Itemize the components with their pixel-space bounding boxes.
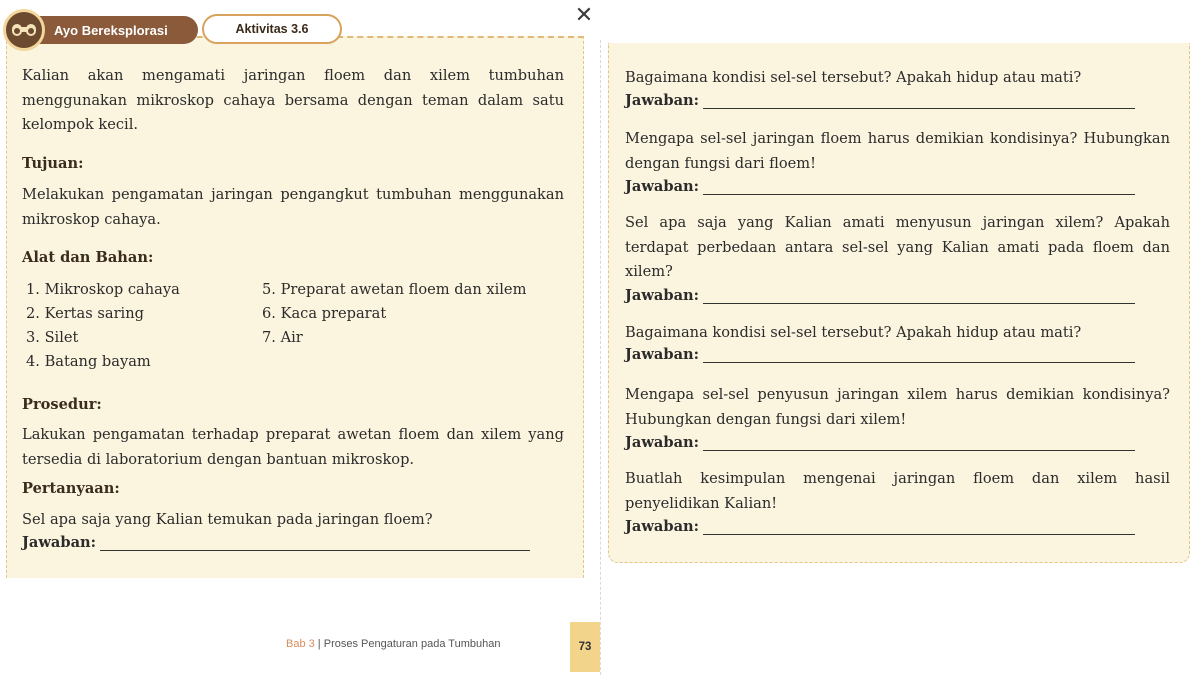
- answer-line[interactable]: [703, 94, 1135, 109]
- pertanyaan-heading: Pertanyaan:: [22, 480, 120, 497]
- list-item: 2. Kertas saring: [26, 305, 144, 322]
- answer-row-5: [625, 346, 1135, 363]
- answer-label: Jawaban:: [625, 518, 700, 535]
- chapter-title: Proses Pengaturan pada Tumbuhan: [323, 638, 501, 650]
- answer-row-1: [22, 534, 530, 551]
- page-footer: [286, 638, 500, 650]
- question-1: Sel apa saja yang Kalian temukan pada jaringan floem?: [22, 511, 433, 528]
- answer-label: Jawaban:: [22, 534, 97, 551]
- question-2: Bagaimana kondisi sel-sel tersebut? Apakah hidup atau mati?: [625, 69, 1082, 86]
- answer-line[interactable]: [703, 289, 1135, 304]
- answer-row-6: [625, 434, 1135, 451]
- activity-label: Aktivitas 3.6: [202, 14, 342, 44]
- page-divider: [600, 40, 601, 675]
- answer-line[interactable]: [703, 520, 1135, 535]
- tujuan-heading: Tujuan:: [22, 155, 84, 172]
- chapter-label: Bab 3: [286, 638, 315, 650]
- question-3: Mengapa sel-sel jaringan floem harus demikian kondisinya? Hubungkan dengan fungsi dari floem!: [625, 130, 1170, 172]
- answer-row-3: [625, 178, 1135, 195]
- answer-row-7: [625, 518, 1135, 535]
- answer-label: Jawaban:: [625, 178, 700, 195]
- tujuan-text: Melakukan pengamatan jaringan pengangkut tumbuhan menggunakan mikroskop cahaya.: [22, 186, 564, 228]
- materials-list-2: [262, 278, 526, 350]
- question-6: Mengapa sel-sel penyusun jaringan xilem harus demikian kondisinya? Hubungkan dengan fungsi dari xilem!: [625, 386, 1170, 428]
- prosedur-text: Lakukan pengamatan terhadap preparat awetan floem dan xilem yang tersedia di laboratorium dengan bantuan mikroskop.: [22, 426, 564, 468]
- answer-line[interactable]: [703, 180, 1135, 195]
- prosedur-heading: Prosedur:: [22, 396, 102, 413]
- answer-line[interactable]: [100, 536, 530, 551]
- answer-label: Jawaban:: [625, 434, 700, 451]
- materials-list-1: [26, 278, 180, 374]
- alat-heading: Alat dan Bahan:: [22, 249, 154, 266]
- binoculars-icon: [11, 21, 37, 39]
- answer-label: Jawaban:: [625, 92, 700, 109]
- answer-row-4: [625, 287, 1135, 304]
- question-7: Buatlah kesimpulan mengenai jaringan floem dan xilem hasil penyelidikan Kalian!: [625, 470, 1170, 512]
- question-4: Sel apa saja yang Kalian amati menyusun jaringan xilem? Apakah terdapat perbedaan antara sel-sel yang Kalian amati pada floem dan xilem?: [625, 214, 1170, 280]
- answer-line[interactable]: [703, 348, 1135, 363]
- intro-paragraph: Kalian akan mengamati jaringan floem dan xilem tumbuhan menggunakan mikroskop cahaya bersama dengan teman dalam satu kelompok kecil.: [22, 67, 564, 133]
- question-5: Bagaimana kondisi sel-sel tersebut? Apakah hidup atau mati?: [625, 324, 1082, 341]
- footer-separator: |: [314, 638, 324, 650]
- answer-row-2: [625, 92, 1135, 109]
- activity-badge: [3, 9, 45, 51]
- answer-line[interactable]: [703, 436, 1135, 451]
- list-item: 1. Mikroskop cahaya: [26, 281, 180, 298]
- list-item: 4. Batang bayam: [26, 353, 151, 370]
- page-number: 73: [570, 622, 600, 672]
- explore-label: Ayo Bereksplorasi: [18, 16, 198, 44]
- answer-label: Jawaban:: [625, 287, 700, 304]
- list-item: 6. Kaca preparat: [262, 305, 387, 322]
- list-item: 5. Preparat awetan floem dan xilem: [262, 281, 527, 298]
- close-icon: ✕: [574, 2, 594, 28]
- answer-label: Jawaban:: [625, 346, 700, 363]
- list-item: 7. Air: [262, 329, 303, 346]
- list-item: 3. Silet: [26, 329, 79, 346]
- close-button[interactable]: [571, 2, 597, 28]
